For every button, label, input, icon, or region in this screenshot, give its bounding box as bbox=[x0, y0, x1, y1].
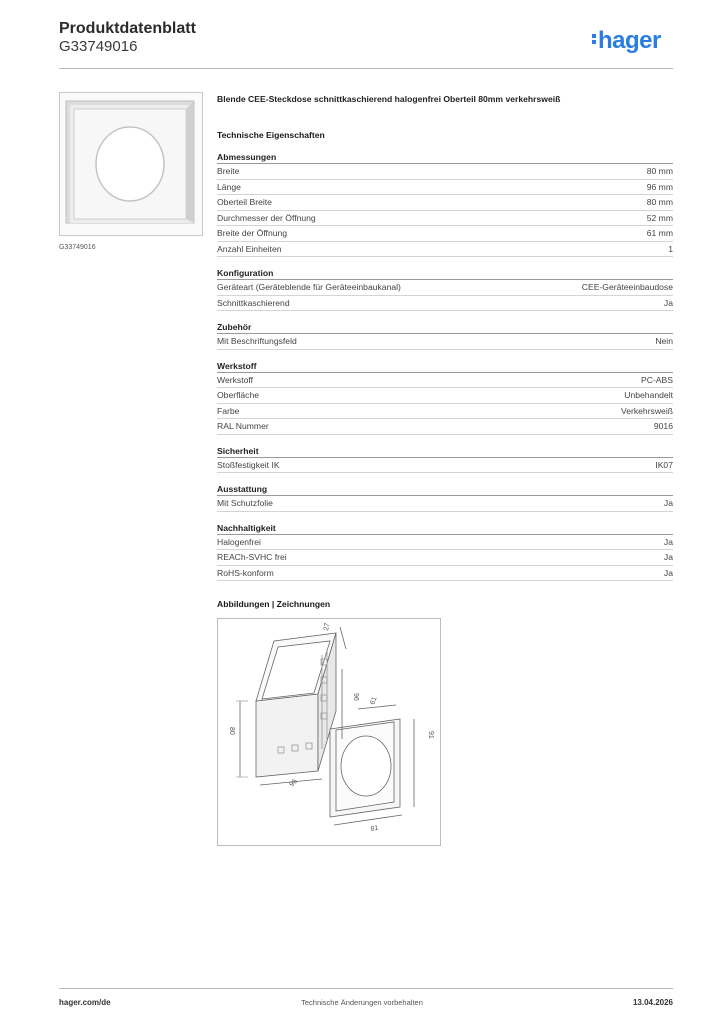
dimension-drawing-icon bbox=[218, 619, 440, 845]
spec-value: 1 bbox=[668, 243, 673, 254]
product-image bbox=[59, 92, 203, 236]
logo-dots-icon bbox=[592, 32, 596, 46]
spec-label: Schnittkaschierend bbox=[217, 297, 290, 308]
spec-row bbox=[217, 164, 673, 180]
spec-label: Werkstoff bbox=[217, 374, 253, 385]
spec-row bbox=[217, 404, 673, 420]
image-caption: G33749016 bbox=[59, 244, 96, 251]
product-title: Blende CEE-Steckdose schnittkaschierend halogenfrei Oberteil 80mm verkehrsweiß bbox=[217, 94, 561, 104]
brand-name: hager bbox=[598, 27, 661, 54]
brand-logo bbox=[592, 27, 661, 55]
spec-label: Mit Schutzfolie bbox=[217, 498, 273, 508]
spec-section bbox=[217, 522, 673, 582]
spec-label: Mit Beschriftungsfeld bbox=[217, 336, 297, 346]
spec-section bbox=[217, 445, 673, 474]
spec-row bbox=[217, 419, 673, 435]
dim-80: 80 bbox=[228, 727, 235, 735]
spec-value: Ja bbox=[663, 567, 673, 578]
spec-value: PC-ABS bbox=[641, 374, 673, 385]
spec-label: Anzahl Einheiten bbox=[217, 243, 282, 254]
datasheet-content bbox=[217, 94, 673, 591]
spec-row bbox=[217, 550, 673, 566]
spec-label: Breite der Öffnung bbox=[217, 228, 288, 238]
technical-heading: Technische Eigenschaften bbox=[217, 130, 325, 140]
spec-value: 80 mm bbox=[646, 197, 673, 207]
section-heading: Sicherheit bbox=[217, 445, 673, 458]
spec-section bbox=[217, 483, 673, 512]
footer-divider bbox=[59, 988, 673, 989]
frame-thumbnail-icon bbox=[60, 93, 202, 235]
spec-row bbox=[217, 280, 673, 296]
spec-label: Durchmesser der Öffnung bbox=[217, 212, 316, 223]
spec-value: Ja bbox=[663, 297, 673, 308]
spec-label: Stoßfestigkeit IK bbox=[217, 459, 280, 470]
figures-heading: Abbildungen | Zeichnungen bbox=[217, 599, 331, 609]
dim-81: 81 bbox=[370, 824, 380, 833]
product-code: G33749016 bbox=[59, 38, 138, 55]
section-heading: Abmessungen bbox=[217, 151, 673, 164]
spec-label: RAL Nummer bbox=[217, 421, 269, 431]
spec-row bbox=[217, 566, 673, 582]
spec-section bbox=[217, 151, 673, 257]
spec-label: Geräteart (Geräteblende für Geräteeinbaukanal) bbox=[217, 282, 401, 292]
spec-label: Länge bbox=[217, 181, 241, 192]
spec-section bbox=[217, 321, 673, 350]
spec-value: Nein bbox=[655, 336, 673, 346]
spec-row bbox=[217, 296, 673, 312]
footer-date: 13.04.2026 bbox=[632, 998, 673, 1007]
spec-row bbox=[217, 373, 673, 389]
dim-91: 91 bbox=[427, 731, 434, 739]
spec-value: Verkehrsweiß bbox=[620, 405, 673, 416]
spec-label: Breite bbox=[217, 166, 240, 176]
spec-section bbox=[217, 360, 673, 435]
spec-row bbox=[217, 242, 673, 258]
spec-value: Unbehandelt bbox=[624, 390, 673, 400]
section-heading: Zubehör bbox=[217, 321, 673, 334]
spec-row bbox=[217, 211, 673, 227]
spec-row bbox=[217, 180, 673, 196]
spec-row bbox=[217, 195, 673, 211]
spec-label: Halogenfrei bbox=[217, 536, 261, 547]
spec-value: Ja bbox=[663, 536, 673, 547]
footer-website[interactable]: hager.com/de bbox=[59, 998, 111, 1007]
spec-label: Farbe bbox=[217, 405, 240, 416]
spec-row bbox=[217, 388, 673, 404]
footer-disclaimer: Technische Änderungen vorbehalten bbox=[301, 998, 423, 1007]
dim-96-height: 96 bbox=[352, 693, 359, 701]
spec-value: Ja bbox=[663, 552, 673, 562]
section-heading: Werkstoff bbox=[217, 360, 673, 373]
spec-section bbox=[217, 267, 673, 311]
spec-value: CEE-Geräteeinbaudose bbox=[581, 282, 673, 292]
dim-96-width: 96 bbox=[288, 777, 299, 789]
spec-row bbox=[217, 458, 673, 474]
spec-label: Oberteil Breite bbox=[217, 197, 272, 207]
spec-value: 9016 bbox=[653, 421, 673, 431]
spec-value: 80 mm bbox=[646, 166, 673, 176]
spec-label: RoHS-konform bbox=[217, 567, 274, 578]
spec-value: 96 mm bbox=[646, 181, 673, 192]
header-divider bbox=[59, 68, 673, 69]
spec-label: REACh-SVHC frei bbox=[217, 552, 287, 562]
section-heading: Ausstattung bbox=[217, 483, 673, 496]
dim-61: 61 bbox=[369, 695, 379, 706]
section-heading: Nachhaltigkeit bbox=[217, 522, 673, 535]
spec-value: Ja bbox=[663, 498, 673, 508]
spec-value: 52 mm bbox=[646, 212, 673, 223]
section-heading: Konfiguration bbox=[217, 267, 673, 280]
page-title: Produktdatenblatt bbox=[59, 20, 196, 37]
technical-drawing bbox=[217, 618, 441, 846]
dim-27: 27 bbox=[323, 622, 332, 632]
spec-value: 61 mm bbox=[646, 228, 673, 238]
spec-row bbox=[217, 226, 673, 242]
spec-row bbox=[217, 496, 673, 512]
spec-row bbox=[217, 334, 673, 350]
spec-label: Oberfläche bbox=[217, 390, 260, 400]
spec-sections bbox=[217, 151, 673, 581]
spec-row bbox=[217, 535, 673, 551]
spec-value: IK07 bbox=[655, 459, 673, 470]
